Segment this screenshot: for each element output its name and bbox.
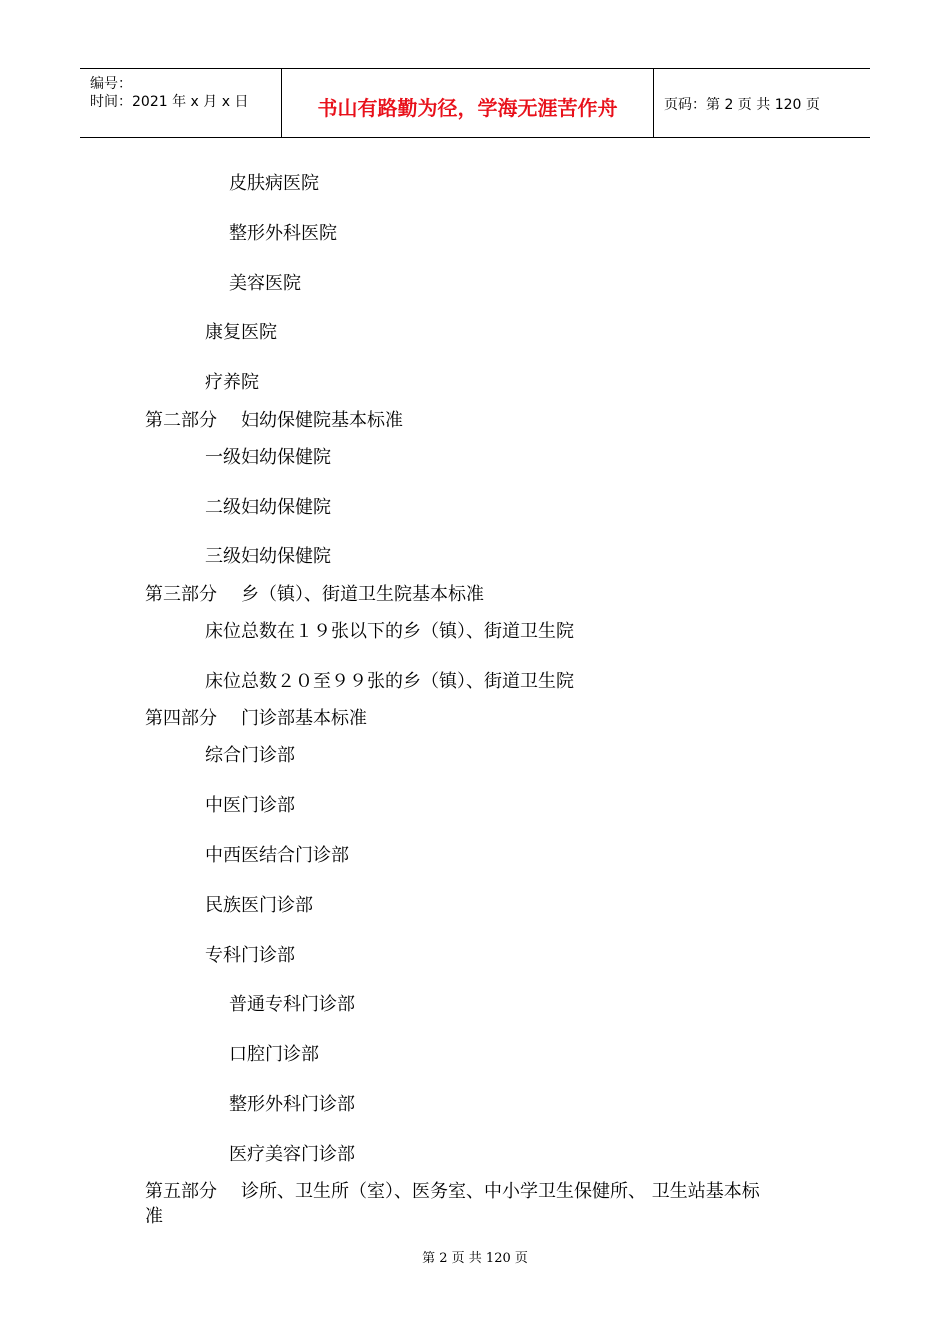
toc-item: 康复医院 xyxy=(205,322,277,343)
section-title: 诊所、卫生所（室）、医务室、中小学卫生保健所、 卫生站基本标 xyxy=(241,1181,760,1202)
section-title-wrap: 准 xyxy=(145,1206,163,1227)
page-footer: 第 2 页 共 120 页 xyxy=(422,1251,528,1266)
section-title: 乡（镇）、街道卫生院基本标准 xyxy=(241,584,484,605)
toc-section-heading xyxy=(145,584,484,606)
toc-item: 整形外科医院 xyxy=(229,223,337,244)
toc-item: 口腔门诊部 xyxy=(229,1044,319,1065)
section-title: 门诊部基本标准 xyxy=(241,708,367,729)
page-info: 页码：第 2 页 共 120 页 xyxy=(664,97,820,113)
motto: 书山有路勤为径，学海无涯苦作舟 xyxy=(317,96,618,120)
toc-item: 美容医院 xyxy=(229,273,301,294)
toc-item: 疗养院 xyxy=(205,372,259,393)
toc-section-heading xyxy=(145,1181,760,1203)
section-number: 第四部分 xyxy=(145,708,217,729)
toc-section-heading xyxy=(145,410,403,432)
toc-item: 专科门诊部 xyxy=(205,945,295,966)
toc-item: 二级妇幼保健院 xyxy=(205,497,331,518)
toc-item: 中医门诊部 xyxy=(205,795,295,816)
toc-item: 综合门诊部 xyxy=(205,745,295,766)
toc-item: 三级妇幼保健院 xyxy=(205,546,331,567)
toc-item: 一级妇幼保健院 xyxy=(205,447,331,468)
toc-section-heading xyxy=(145,708,367,730)
serial-label: 编号： xyxy=(90,76,132,92)
toc-item: 医疗美容门诊部 xyxy=(229,1144,355,1165)
toc-item: 普通专科门诊部 xyxy=(229,994,355,1015)
toc-item: 床位总数在１９张以下的乡（镇）、街道卫生院 xyxy=(205,621,574,642)
toc-item: 中西医结合门诊部 xyxy=(205,845,349,866)
toc-item: 皮肤病医院 xyxy=(229,173,319,194)
section-number: 第三部分 xyxy=(145,584,217,605)
section-number: 第二部分 xyxy=(145,410,217,431)
toc-item: 床位总数２０至９９张的乡（镇）、街道卫生院 xyxy=(205,671,574,692)
toc-item: 整形外科门诊部 xyxy=(229,1094,355,1115)
toc-item: 民族医门诊部 xyxy=(205,895,313,916)
date-line: 时间：2021 年 x 月 x 日 xyxy=(90,94,249,110)
section-number: 第五部分 xyxy=(145,1181,217,1202)
section-title: 妇幼保健院基本标准 xyxy=(241,410,403,431)
